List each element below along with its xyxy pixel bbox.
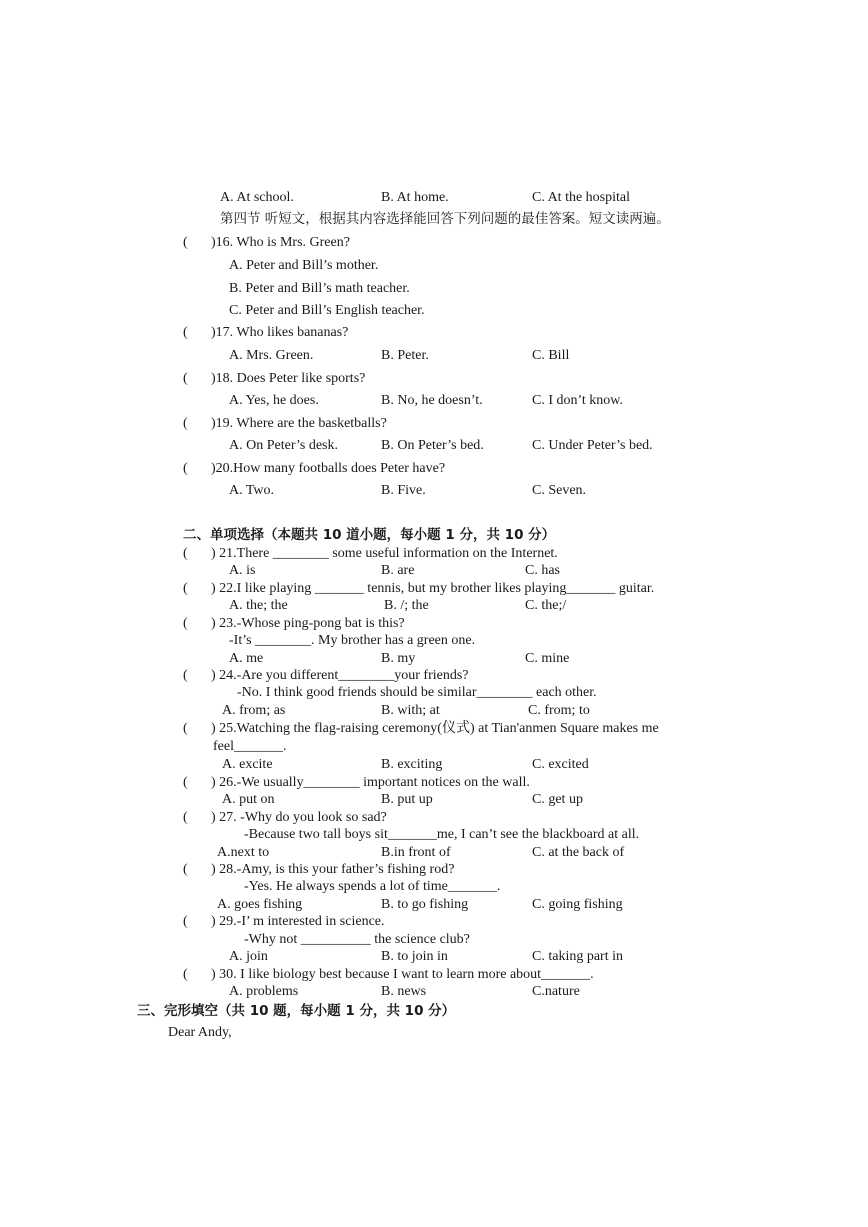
q17-option-b: B. Peter. — [381, 348, 429, 363]
q20-stem: )20.How many footballs does Peter have? — [211, 461, 446, 476]
q29-paren: ( — [183, 914, 188, 929]
q25-option-a: A. excite — [222, 757, 273, 772]
q19-option-b: B. On Peter’s bed. — [381, 438, 484, 453]
q22-stem: ) 22.I like playing _______ tennis, but my brother likes playing_______ guitar. — [211, 581, 655, 596]
q24-option-c: C. from; to — [528, 703, 590, 718]
q24-paren: ( — [183, 668, 188, 683]
q15-option-c: C. At the hospital — [532, 190, 630, 205]
q22-option-b: B. /; the — [384, 598, 429, 613]
q26-paren: ( — [183, 775, 188, 790]
q25-option-c: C. excited — [532, 757, 589, 772]
q23-option-c: C. mine — [525, 651, 570, 666]
q26-stem: ) 26.-We usually________ important notices on the wall. — [211, 775, 530, 790]
q26-option-c: C. get up — [532, 792, 583, 807]
q21-paren: ( — [183, 546, 188, 561]
q17-paren: ( — [183, 325, 188, 340]
q18-option-a: A. Yes, he does. — [229, 393, 319, 408]
q21-option-b: B. are — [381, 563, 415, 578]
q19-option-c: C. Under Peter’s bed. — [532, 438, 653, 453]
q16-option-c: C. Peter and Bill’s English teacher. — [229, 303, 425, 318]
q25-paren: ( — [183, 721, 188, 736]
q27-stem: ) 27. -Why do you look so sad? — [211, 810, 387, 825]
section3-heading: 三、完形填空（共 10 题，每小题 1 分，共 10 分） — [137, 1003, 456, 1019]
q27-option-a: A.next to — [217, 845, 270, 860]
q22-paren: ( — [183, 581, 188, 596]
q23-option-b: B. my — [381, 651, 416, 666]
q25-stem-line2: feel_______. — [213, 739, 287, 754]
q29-stem: ) 29.-I’ m interested in science. — [211, 914, 385, 929]
q18-paren: ( — [183, 371, 188, 386]
q28-option-c: C. going fishing — [532, 897, 623, 912]
q23-stem: ) 23.-Whose ping-pong bat is this? — [211, 616, 405, 631]
q22-option-c: C. the;/ — [525, 598, 567, 613]
q19-option-a: A. On Peter’s desk. — [229, 438, 339, 453]
q26-option-a: A. put on — [222, 792, 275, 807]
q20-paren: ( — [183, 461, 188, 476]
q30-option-c: C.nature — [532, 984, 580, 999]
q28-paren: ( — [183, 862, 188, 877]
q25-stem: ) 25.Watching the flag-raising ceremony(仪式) at Tian'anmen Square makes me — [211, 721, 659, 736]
part4-instruction: 第四节 听短文，根据其内容选择能回答下列问题的最佳答案。短文读两遍。 — [220, 211, 670, 227]
q19-stem: )19. Where are the basketballs? — [211, 416, 387, 431]
q15-option-a: A. At school. — [220, 190, 294, 205]
q16-paren: ( — [183, 235, 188, 250]
q23-paren: ( — [183, 616, 188, 631]
q22-option-a: A. the; the — [229, 598, 288, 613]
q30-stem: ) 30. I like biology best because I want to learn more about_______. — [211, 967, 594, 982]
q20-option-c: C. Seven. — [532, 483, 587, 498]
q24-stem: ) 24.-Are you different________your friends? — [211, 668, 469, 683]
q18-option-c: C. I don’t know. — [532, 393, 623, 408]
q27-stem-line2: -Because two tall boys sit_______me, I can’t see the blackboard at all. — [244, 827, 640, 842]
q19-paren: ( — [183, 416, 188, 431]
letter-salutation: Dear Andy, — [168, 1025, 232, 1040]
q29-option-a: A. join — [229, 949, 268, 964]
q17-option-a: A. Mrs. Green. — [229, 348, 314, 363]
q24-stem-line2: -No. I think good friends should be similar________ each other. — [237, 685, 597, 700]
section2-heading: 二、单项选择（本题共 10 道小题，每小题 1 分，共 10 分） — [183, 527, 556, 543]
q28-stem-line2: -Yes. He always spends a lot of time_______. — [244, 879, 501, 894]
q20-option-b: B. Five. — [381, 483, 426, 498]
q16-option-a: A. Peter and Bill’s mother. — [229, 258, 379, 273]
q23-stem-line2: -It’s ________. My brother has a green one. — [229, 633, 476, 648]
q18-option-b: B. No, he doesn’t. — [381, 393, 483, 408]
q26-option-b: B. put up — [381, 792, 433, 807]
q24-option-a: A. from; as — [222, 703, 286, 718]
q27-option-b: B.in front of — [381, 845, 451, 860]
q29-option-c: C. taking part in — [532, 949, 623, 964]
q17-option-c: C. Bill — [532, 348, 570, 363]
q18-stem: )18. Does Peter like sports? — [211, 371, 366, 386]
q29-stem-line2: -Why not __________ the science club? — [244, 932, 470, 947]
q30-paren: ( — [183, 967, 188, 982]
q28-stem: ) 28.-Amy, is this your father’s fishing rod? — [211, 862, 455, 877]
q28-option-a: A. goes fishing — [217, 897, 303, 912]
q28-option-b: B. to go fishing — [381, 897, 469, 912]
q25-option-b: B. exciting — [381, 757, 443, 772]
q30-option-b: B. news — [381, 984, 427, 999]
q16-option-b: B. Peter and Bill’s math teacher. — [229, 281, 410, 296]
q30-option-a: A. problems — [229, 984, 299, 999]
q17-stem: )17. Who likes bananas? — [211, 325, 349, 340]
q23-option-a: A. me — [229, 651, 264, 666]
q21-option-c: C. has — [525, 563, 560, 578]
q15-option-b: B. At home. — [381, 190, 449, 205]
q21-stem: ) 21.There ________ some useful information on the Internet. — [211, 546, 558, 561]
q27-paren: ( — [183, 810, 188, 825]
q20-option-a: A. Two. — [229, 483, 275, 498]
q29-option-b: B. to join in — [381, 949, 448, 964]
q16-stem: )16. Who is Mrs. Green? — [211, 235, 350, 250]
q24-option-b: B. with; at — [381, 703, 440, 718]
q27-option-c: C. at the back of — [532, 845, 625, 860]
q21-option-a: A. is — [229, 563, 256, 578]
